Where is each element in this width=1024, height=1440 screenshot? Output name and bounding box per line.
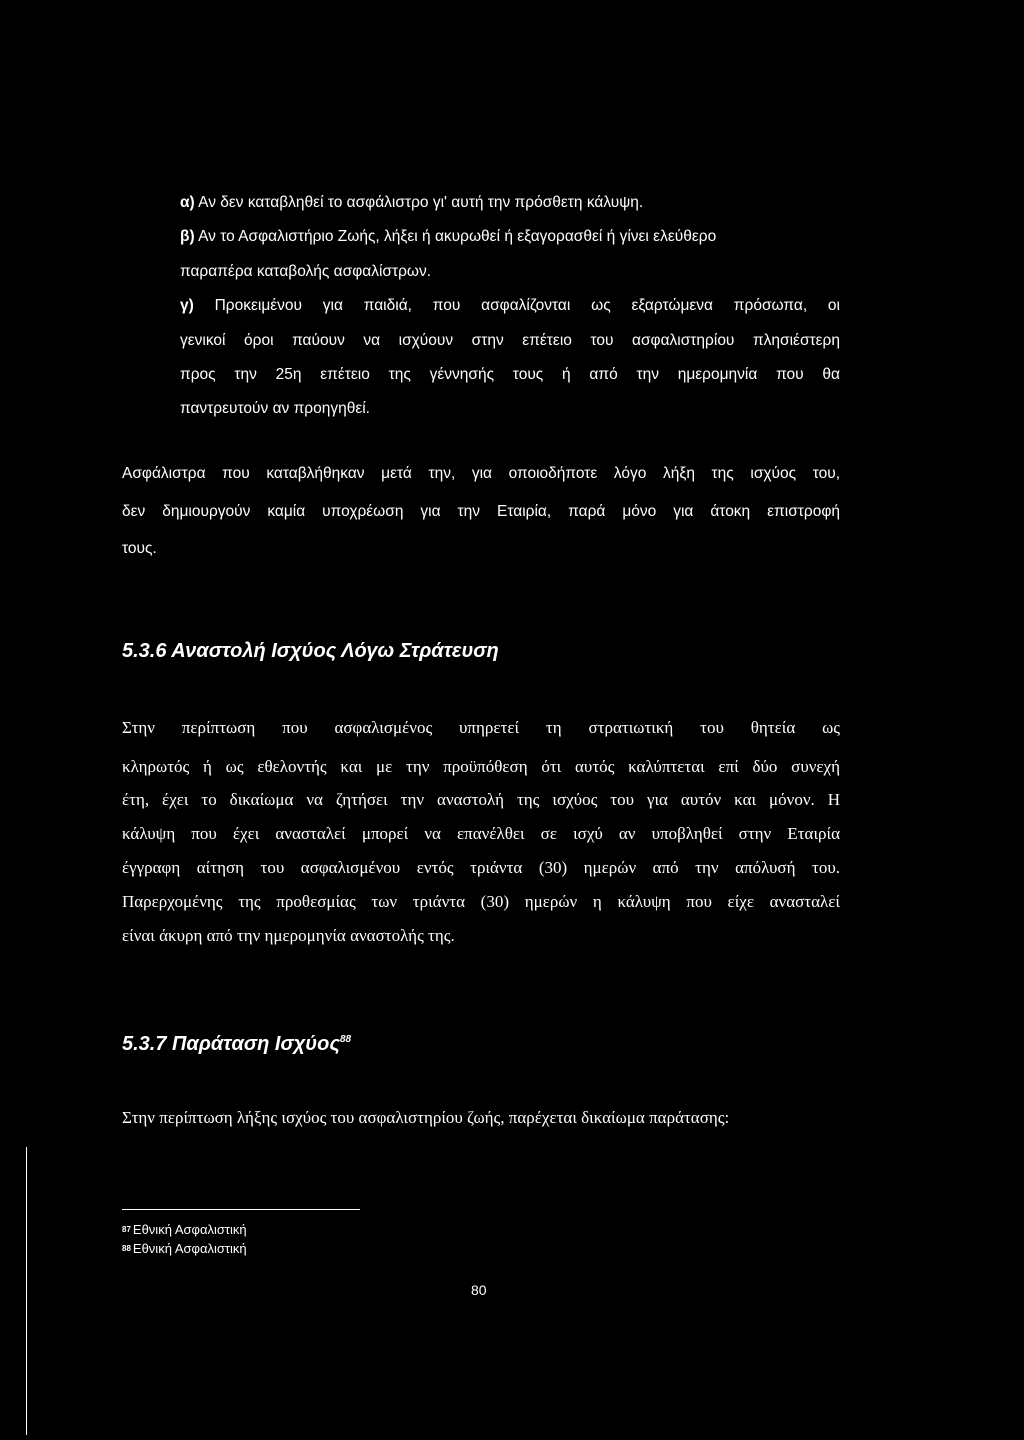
list-item-b-continuation: παραπέρα καταβολής ασφαλίστρων. [180, 263, 432, 280]
list-item-a [180, 192, 643, 214]
premiums-paragraph-line-2: δεν δημιουργούν καμία υποχρέωση για την Εταιρία, παρά μόνο για άτοκη επιστροφή [122, 503, 840, 520]
list-item-a-label: α) [180, 194, 195, 211]
footnote-88-text: Εθνική Ασφαλιστική [132, 1241, 247, 1256]
footnote-87-mark: 87 [122, 1225, 131, 1234]
section-536-line-4: κάλυψη που έχει ανασταλεί μπορεί να επανέλθει σε ισχύ αν υποβληθεί στην Εταιρία [122, 824, 840, 843]
footnote-87 [122, 1222, 247, 1238]
list-item-c-line-2: γενικοί όροι παύουν να ισχύουν στην επέτειο του ασφαλιστηρίου πλησιέστερη [180, 332, 840, 349]
section-537-heading-text: 5.3.7 Παράταση Ισχύος [122, 1033, 340, 1055]
footnote-ref-88[interactable]: 88 [340, 1034, 352, 1045]
footnote-87-text: Εθνική Ασφαλιστική [132, 1222, 247, 1237]
section-536-line-5: έγγραφη αίτηση του ασφαλισμένου εντός τριάντα (30) ημερών από την απόλυσή του. [122, 858, 840, 877]
page-number: 80 [471, 1282, 487, 1298]
list-item-c-text: Προκειμένου για παιδιά, που ασφαλίζονται ως εξαρτώμενα πρόσωπα, οι [214, 297, 840, 314]
list-item-c-line-3: προς την 25η επέτειο της γέννησής τους ή από την ημερομηνία που θα [180, 366, 840, 383]
footnote-88-mark: 88 [122, 1244, 131, 1253]
footnote-88 [122, 1241, 247, 1257]
section-537-line-1: Στην περίπτωση λήξης ισχύος του ασφαλιστηρίου ζωής, παρέχεται δικαίωμα παράτασης: [122, 1108, 730, 1127]
list-item-b-text: Αν το Ασφαλιστήριο Ζωής, λήξει ή ακυρωθεί ή εξαγορασθεί ή γίνει ελεύθερο [198, 228, 717, 245]
section-536-line-1: Στην περίπτωση που ασφαλισμένος υπηρετεί τη στρατιωτική του θητεία ως [122, 718, 840, 737]
list-item-c-line-4: παντρευτούν αν προηγηθεί. [180, 400, 370, 417]
section-536-line-2: κληρωτός ή ως εθελοντής και με την προϋπόθεση ότι αυτός καλύπτεται επί δύο συνεχή [122, 757, 840, 776]
section-536-heading: 5.3.6 Αναστολή Ισχύος Λόγω Στράτευση [122, 640, 499, 662]
section-536-line-6: Παρερχομένης της προθεσμίας των τριάντα (30) ημερών η κάλυψη που είχε ανασταλεί [122, 892, 840, 911]
section-537-heading [122, 1031, 351, 1057]
section-536-line-7: είναι άκυρη από την ημερομηνία αναστολής της. [122, 926, 455, 945]
list-item-b-label: β) [180, 228, 195, 245]
left-margin-rule [26, 1147, 27, 1435]
list-item-a-text: Αν δεν καταβληθεί το ασφάλιστρο γι' αυτή την πρόσθετη κάλυψη. [198, 194, 644, 211]
list-item-c-label: γ) [180, 297, 194, 314]
premiums-paragraph-line-3: τους. [122, 540, 157, 557]
list-item-c [180, 295, 840, 317]
list-item-b [180, 226, 716, 248]
footnote-separator [122, 1209, 360, 1210]
section-536-line-3: έτη, έχει το δικαίωμα να ζητήσει την αναστολή της ισχύος του για αυτόν και μόνον. Η [122, 790, 840, 809]
premiums-paragraph-line-1: Ασφάλιστρα που καταβλήθηκαν μετά την, για οποιοδήποτε λόγο λήξη της ισχύος του, [122, 465, 840, 482]
